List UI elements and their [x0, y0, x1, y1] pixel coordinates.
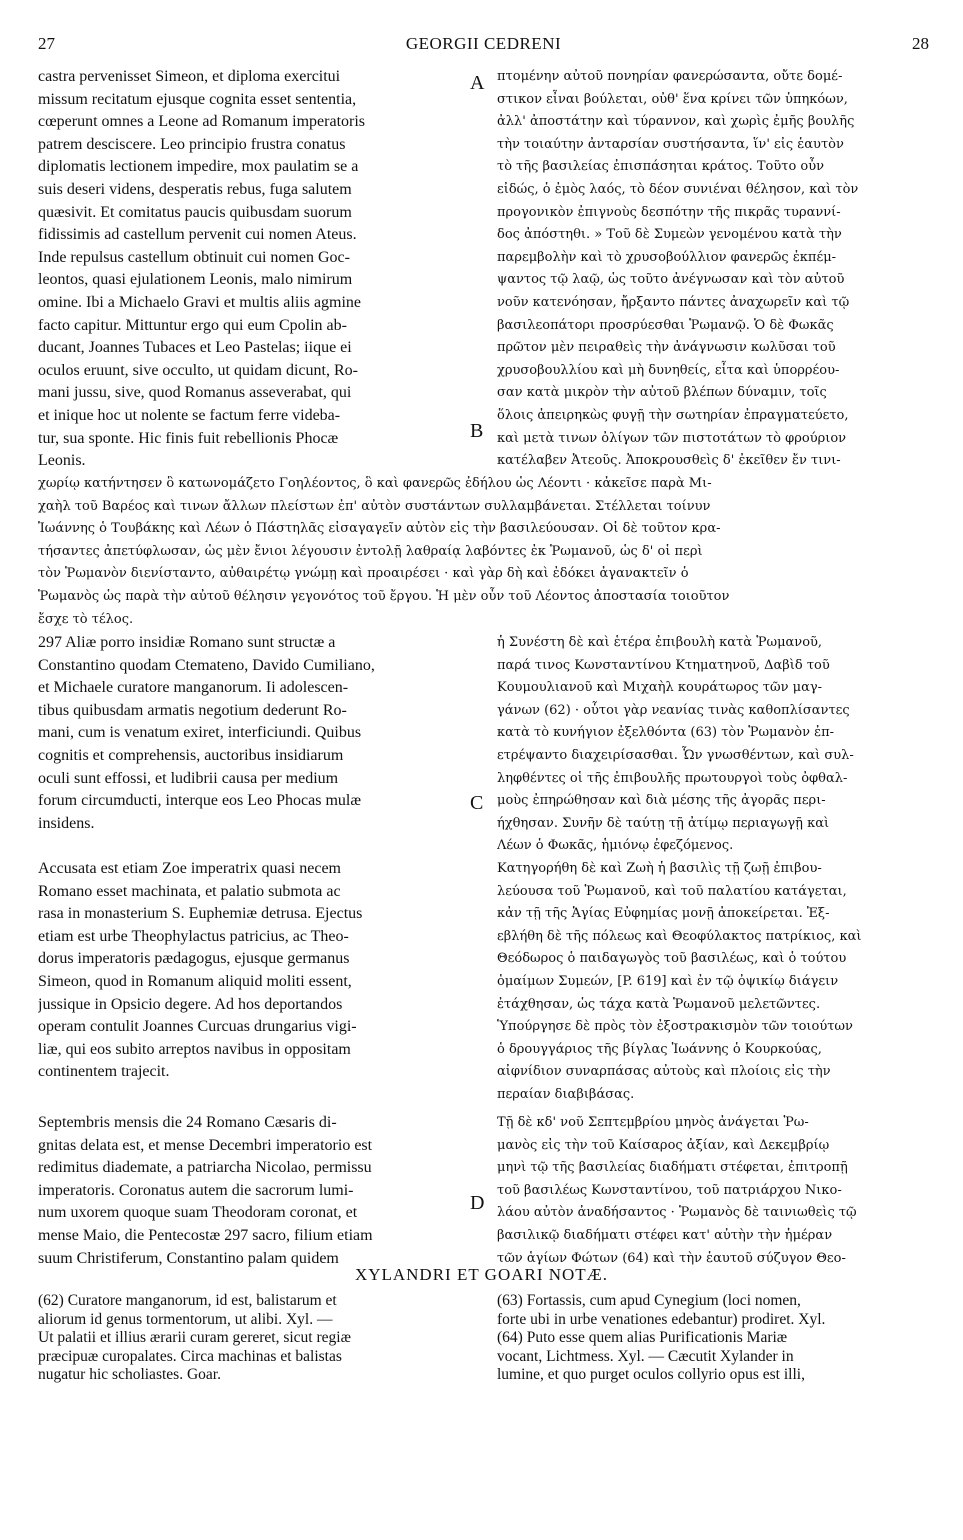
text-line: εβλήθη δὲ τῆς πόλεως καὶ Θεοφύλακτος πατρίκιος, καὶ: [497, 928, 862, 944]
text-line: jussique in Opsicio degere. Ad hos deportandos: [38, 995, 343, 1013]
text-line: Constantino quodam Ctemateno, Davido Cumiliano,: [38, 656, 375, 674]
text-line: μανὸς εἰς τὴν τοῦ Καίσαρος ἀξίαν, καὶ Δεκεμβρίῳ: [497, 1137, 830, 1153]
text-line: aliorum id genus tormentorum, ut alibi. Xyl. —: [38, 1310, 333, 1328]
text-line: omine. Ibi a Michaelo Gravi et multis aliis agmine: [38, 293, 362, 311]
text-line: κατὰ τὸ κυνήγιον ἐξελθόντα (63) τὸν Ῥωμανὸν ἐπ-: [497, 725, 835, 741]
text-line: lumine, et quo purget oculos collyrio opus est illi,: [497, 1366, 805, 1384]
text-line: Κατηγορήθη δὲ καὶ Ζωὴ ἡ βασιλὶς τῇ ζωῇ ἐπιβου-: [497, 861, 822, 876]
text-line: λεύουσα τοῦ Ῥωμανοῦ, καὶ τοῦ παλατίου κατάγεται,: [497, 883, 847, 899]
text-line: mani, cum is venatum exiret, interficiundi. Quibus: [38, 724, 362, 742]
text-line: κατέλαβεν Ἀτεοῦς. Ἀποκρουσθεὶς δ' ἐκεῖθεν ἔν τινι-: [497, 453, 841, 469]
text-line: dorus imperatoris pædagogus, ejusque germanus: [38, 950, 350, 968]
text-line: (64) Puto esse quem alias Purificationis Mariæ: [497, 1329, 788, 1347]
text-line: Ὑπούργησε δὲ πρὸς τὸν ἐξοστρακισμὸν τῶν τοιούτων: [497, 1019, 853, 1035]
text-line: χαὴλ τοῦ Βαρέος καὶ τινων ἄλλων πλείστων ἐπ' αὐτὸν συστάντων συλλαμβάνεται. Στέλλεται τοίνυν: [38, 498, 711, 514]
text-line: Τῇ δὲ κδ' νοῦ Σεπτεμβρίου μηνὸς ἀνάγεται Ῥω-: [497, 1115, 809, 1130]
text-line: γάνων (62) · οὗτοι γὰρ νεανίας τινὰς καθοπλίσαντες: [497, 702, 850, 718]
margin-marker-a: A: [470, 72, 485, 94]
left-page-number: 27: [38, 34, 55, 53]
greek-column-block-3: [497, 858, 929, 1107]
text-line: ληφθέντες οἱ τῆς ἐπιβουλῆς πρωτουργοὶ τοὺς ὀφθαλ-: [497, 770, 848, 786]
text-line: suis deseri videns, desperatis rebus, fuga salutem: [38, 180, 352, 198]
text-line: tur, sua sponte. Hic finis fuit rebellionis Phocæ: [38, 429, 339, 447]
text-line: τοῦ βασιλέως Κωνσταντίνου, τοῦ πατριάρχου Νικο-: [497, 1182, 842, 1198]
greek-full-width-block: [38, 473, 933, 631]
text-line: vocant, Lichtmess. Xyl. — Cæcutit Xylander in: [497, 1347, 794, 1365]
text-line: νοῦν κατενόησαν, ἤρξαντο πάντες ἀναχωρεῖν καὶ τῷ: [497, 294, 850, 310]
text-line: μηνὶ τῷ τῆς βασιλείας διαδήματι στέφεται, ἐπιτροπῇ: [497, 1160, 848, 1176]
margin-marker-d: D: [470, 1192, 485, 1214]
notes-heading: XYLANDRI ET GOARI NOTÆ.: [354, 1265, 609, 1284]
text-line: mense Maio, die Pentecostæ 297 sacro, filium etiam: [38, 1226, 373, 1244]
text-line: χωρίῳ κατήντησεν ὃ κατωνομάζετο Γοηλέοντος, ὃ καὶ φανερῶς ἐδήλου ὡς Λέοντι · κἀκεῖσε παρὰ Μι-: [38, 476, 712, 491]
text-line: τήσαντες ἀπετύφλωσαν, ὡς μὲν ἔνιοι λέγουσιν ἐντολῇ λαθραίᾳ λαβόντες ἐκ Ῥωμανοῦ, ὡς δ' οἱ περὶ: [38, 543, 703, 559]
text-line: (63) Fortassis, cum apud Cynegium (loci nomen,: [497, 1292, 801, 1309]
text-line: Leonis.: [38, 452, 86, 470]
margin-marker-b: B: [470, 420, 484, 442]
text-line: αἰφνίδιον συναρπάσας αὐτοὺς καὶ πλοίοις εἰς τὴν: [497, 1064, 831, 1080]
text-line: χρυσοβουλλίου καὶ μὴ δυνηθείς, εἶτα καὶ ὑπορρέου-: [497, 362, 840, 378]
text-line: τὴν τοιαύτην ἀνταρσίαν συστήσαντα, ἵν' εἰς ἑαυτὸν: [497, 136, 844, 152]
text-line: forum circumducti, interque eos Leo Phocas mulæ: [38, 792, 362, 810]
text-line: πτομένην αὐτοῦ πονηρίαν φανερώσαντα, οὔτε δομέ-: [497, 69, 843, 84]
text-line: quæsivit. Et comitatus paucis quibusdam suorum: [38, 203, 352, 221]
text-line: operam contulit Joannes Curcuas drungarius vigi-: [38, 1018, 357, 1036]
text-line: et Michaele curatore manganorum. Ii adolescen-: [38, 679, 349, 697]
text-line: continentem trajecit.: [38, 1063, 170, 1081]
text-line: Simeon, quod in Romanum aliquid moliti essent,: [38, 972, 352, 990]
text-line: rasa in monasterium S. Euphemiæ detrusa. Ejectus: [38, 905, 363, 923]
text-line: forte ubi in urbe venationes edebantur) prodiret. Xyl.: [497, 1310, 826, 1328]
notes-right-column: [497, 1292, 933, 1385]
text-line: Θεόδωρος ὁ παιδαγωγὸς τοῦ βασιλέως, καὶ ὁ τούτου: [497, 951, 847, 967]
text-line: ἡ Συνέστη δὲ καὶ ἑτέρα ἐπιβουλὴ κατὰ Ῥωμανοῦ,: [497, 635, 823, 650]
right-page-number: 28: [912, 34, 929, 53]
text-line: Ἰωάννης ὁ Τουβάκης καὶ Λέων ὁ Πάστηλᾶς εἰσαγαγεῖν αὐτὸν εἰς τὴν βασιλεύουσαν. Οἱ δὲ τοῦτον κρα-: [38, 521, 721, 537]
text-line: cognitis et comprehensis, auctoribus insidiarum: [38, 746, 344, 764]
notes-left-column: [38, 1292, 478, 1385]
text-line: imperatoris. Coronatus autem die sacrorum lumi-: [38, 1181, 354, 1199]
text-line: Κουμουλιανοῦ καὶ Μιχαὴλ κουράτωρος τῶν μαγ-: [497, 680, 823, 696]
text-line: ήχθησαν. Συνῆν δὲ ταύτῃ τῇ ἀτίμῳ περιαγωγῇ καὶ: [497, 815, 830, 831]
text-line: oculi sunt effossi, et ludibrii causa per medium: [38, 769, 339, 787]
running-title: GEORGII CEDRENI: [405, 34, 562, 53]
text-line: diplomatis lectionem impedire, mox paulatim se a: [38, 158, 359, 176]
text-line: εἰδώς, ὁ ἐμὸς λαός, τὸ δέον συνιέναι θέλησον, καὶ τὸν: [497, 181, 859, 197]
text-line: gnitas delata est, et mense Decembri imperatorio est: [38, 1136, 373, 1154]
text-line: mani jussu, sive, quod Romanus asseverabat, qui: [38, 384, 352, 402]
text-line: (62) Curatore manganorum, id est, balistarum et: [38, 1292, 337, 1309]
text-line: τὸν Ῥωμανὸν διενίσταντο, αὐθαιρέτῳ γνώμῃ καὶ προαιρέσει · καὶ γὰρ δὴ καὶ ἐδόκει ἀγανακτεῖν ὁ: [38, 566, 689, 582]
text-line: nugatur hic scholiastes. Goar.: [38, 1366, 221, 1384]
text-line: Inde repulsus castellum obtinuit cui nomen Goc-: [38, 248, 350, 266]
text-line: ἀλλ' ἀποστάτην καὶ τύραννον, καὶ χωρὶς ἐμῆς βουλῆς: [497, 114, 855, 130]
text-line: Accusata est etiam Zoe imperatrix quasi necem: [38, 860, 341, 877]
text-line: oculos eruunt, sive occulto, ut quidam dicunt, Ro-: [38, 361, 358, 379]
text-line: insidens.: [38, 814, 95, 832]
text-line: ἐτάχθησαν, ὡς τάχα κατὰ Ῥωμανοῦ μελετῶντες.: [497, 996, 821, 1012]
text-line: Λέων ὁ Φωκᾶς, ἡμιόνῳ ἐφεζόμενος.: [497, 838, 734, 854]
latin-column-block-2: [38, 632, 480, 835]
text-line: παρά τινος Κωνσταντίνου Κτηματηνοῦ, Δαβὶδ τοῦ: [497, 657, 830, 673]
text-line: τῶν ἁγίων Φώτων (64) καὶ τὴν ἑαυτοῦ σύζυγον Θεο-: [497, 1250, 846, 1266]
text-line: βασιλικῷ διαδήματι στέφει κατ' αὐτὴν τὴν ἡμέραν: [497, 1227, 833, 1243]
text-line: ετρέψαντο διαχειρίσασθαι. Ὧν γνωσθέντων, καὶ συλ-: [497, 747, 854, 763]
text-line: καὶ μετὰ τινων ὀλίγων τῶν πιστοτάτων τὸ φρούριον: [497, 430, 847, 446]
text-line: tibus quibusdam armatis negotium dederunt Ro-: [38, 701, 347, 719]
text-line: μοὺς ἐπηρώθησαν καὶ διὰ μέσης τῆς ἀγορᾶς περι-: [497, 793, 826, 809]
greek-column-block-2: [497, 632, 929, 858]
text-line: ducant, Joannes Tubaces et Leo Pastelas; iique ei: [38, 339, 352, 357]
text-line: περαίαν διαβιβάσας.: [497, 1086, 635, 1102]
text-line: ὅλοις ἀπειρηκὼς φυγῇ τὴν σωτηρίαν ἐπραγματεύετο,: [497, 407, 849, 423]
greek-column-block-1: [497, 66, 929, 473]
text-line: προγονικὸν ἐπιγνοὺς δεσπότην τῆς πικρᾶς τυραννί-: [497, 204, 841, 220]
text-line: cœperunt omnes a Leone ad Romanum imperatoris: [38, 113, 366, 131]
text-line: λάου αὐτὸν ἀναδήσαντος · Ῥωμανὸς δὲ ταινιωθεὶς τῷ: [497, 1205, 857, 1221]
text-line: patrem desciscere. Leo principio frustra conatus: [38, 135, 346, 153]
text-line: Ῥωμανὸς ὡς παρὰ τὴν αὐτοῦ θέλησιν γεγονότος τοῦ ἔργου. Ἡ μὲν οὖν τοῦ Λέοντος ἀποστασία τοιοῦτον: [38, 588, 730, 604]
text-line: παρεμβολὴν καὶ τὸ χρυσοβούλλιον φανερῶς ἐκπέμ-: [497, 249, 837, 265]
text-line: βασιλεοπάτορι προσρύεσθαι Ῥωμανῷ. Ὁ δὲ Φωκᾶς: [497, 317, 834, 333]
text-line: missum recitatum ejusque cognita esset sententia,: [38, 90, 357, 108]
text-line: suum Christiferum, Constantino palam quidem: [38, 1249, 339, 1267]
text-line: Romano esset machinata, et palatio submota ac: [38, 882, 341, 900]
text-line: ὁ δρουγγάριος τῆς βίγλας Ἰωάννης ὁ Κουρκούας,: [497, 1041, 822, 1057]
text-line: κἀν τῇ τῆς Ἁγίας Εὐφημίας μονῇ ἀποκείρεται. Ἐξ-: [497, 906, 830, 922]
text-line: præcipuæ curopalates. Circa machinas et balistas: [38, 1347, 342, 1365]
text-line: ὁμαίμων Συμεών, [P. 619] καὶ ἐν τῷ ὀψικίῳ διάγειν: [497, 973, 839, 989]
text-line: redimitus diademate, a patriarcha Nicolao, permissu: [38, 1159, 372, 1177]
text-line: castra pervenisset Simeon, et diploma exercitui: [38, 68, 341, 85]
text-line: liæ, qui eos subito arreptos navibus in oppositam: [38, 1040, 351, 1058]
text-line: στικον εἶναι βούλεται, οὐθ' ἕνα κρίνει τῶν ὑπηκόων,: [497, 91, 848, 107]
latin-column-block-4: [38, 1112, 480, 1270]
text-line: τὸ τῆς βασιλείας ἐπισπάσηται κράτος. Τοῦτο οὖν: [497, 159, 825, 175]
greek-column-block-4: [497, 1112, 929, 1270]
text-line: 297 Aliæ porro insidiæ Romano sunt structæ a: [38, 634, 336, 651]
text-line: ἔσχε τὸ τέλος.: [38, 611, 134, 627]
text-line: etiam est urbe Theophylactus patricius, ac Theo-: [38, 927, 349, 945]
text-line: σαν κατὰ μικρὸν τὴν αὐτοῦ βλέπων δύναμιν, τοῖς: [497, 385, 827, 401]
text-line: πρῶτον μὲν πειραθεὶς τὴν ἀνάγνωσιν κωλῦσαι τοῦ: [497, 340, 836, 356]
text-line: facto capitur. Mittuntur ergo qui eum Cpolin ab-: [38, 316, 347, 334]
text-line: ψαντος τῷ λαῷ, ὡς τοῦτο ἀνέγνωσαν καὶ τὸν αὐτοῦ: [497, 272, 845, 288]
text-line: Ut palatii et illius ærarii curam gereret, sicut regiæ: [38, 1329, 351, 1347]
text-line: Septembris mensis die 24 Romano Cæsaris di-: [38, 1114, 337, 1131]
text-line: fidissimis ad castellum pervenit cui nomen Ateus.: [38, 226, 357, 244]
margin-marker-c: C: [470, 792, 484, 814]
text-line: leontos, quasi ejulationem Leonis, malo nimirum: [38, 271, 353, 289]
latin-column-block-1: [38, 66, 480, 473]
latin-column-block-3: [38, 858, 480, 1084]
running-header: [38, 34, 929, 58]
text-line: δος ἀπόστηθι. » Τοῦ δὲ Συμεὼν γενομένου κατὰ τὴν: [497, 227, 842, 243]
text-line: num uxorem quoque suam Theodoram coronat, et: [38, 1204, 358, 1222]
text-line: et inique hoc ut nolente se factum ferre videba-: [38, 406, 341, 424]
